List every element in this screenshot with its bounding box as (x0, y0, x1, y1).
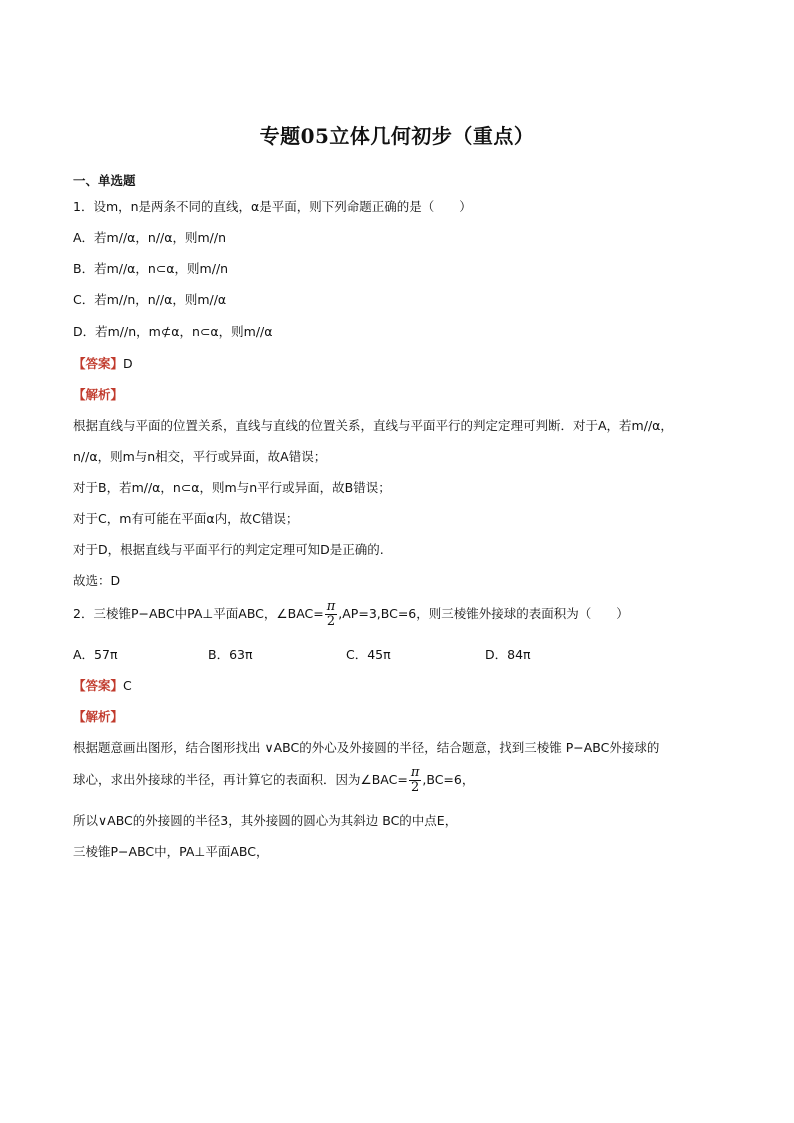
q1-analysis-line: n//α，则m与n相交，平行或异面，故A错误； (73, 449, 327, 464)
q2-analysis-2-post: ,BC=6， (422, 772, 475, 787)
answer-value: C (123, 678, 132, 693)
q2-option-b: B．63π (208, 647, 253, 662)
q2-answer (73, 677, 132, 695)
q1-analysis-line: 故选：D (73, 573, 121, 588)
q2-stem-pre: 2．三棱锥P−ABC中PA⊥平面ABC，∠BAC= (73, 606, 324, 621)
fraction-denominator: 2 (410, 780, 420, 795)
analysis-tag: 【解析】 (73, 709, 124, 724)
q1-analysis-line: 根据直线与平面的位置关系，直线与直线的位置关系，直线与平面平行的判定定理可判断．对于A，若m//α， (73, 418, 673, 433)
q2-analysis-line: 根据题意画出图形，结合图形找出 ∨ABC的外心及外接圆的半径，结合题意，找到三棱锥 P−ABC外接球的 (73, 740, 660, 755)
q1-option-a: A．若m//α，n//α，则m//n (73, 230, 226, 245)
answer-value: D (123, 356, 133, 371)
pi-over-2-fraction (325, 600, 338, 629)
q1-answer (73, 355, 133, 373)
q2-analysis-line-2 (73, 766, 474, 795)
q2-analysis-2-pre: 球心，求出外接球的半径，再计算它的表面积．因为∠BAC= (73, 772, 408, 787)
page-title: 专题05立体几何初步（重点） (259, 124, 535, 148)
fraction-numerator: π (410, 765, 420, 780)
q1-analysis-line: 对于C，m有可能在平面α内，故C错误； (73, 511, 299, 526)
q2-analysis-line: 所以∨ABC的外接圆的半径3，其外接圆的圆心为其斜边 BC的中点E， (73, 813, 458, 828)
q1-analysis-tag (73, 386, 123, 404)
q1-stem: 1．设m，n是两条不同的直线，α是平面，则下列命题正确的是（ ） (73, 199, 472, 214)
fraction-numerator: π (326, 599, 336, 614)
section-heading: 一、单选题 (73, 173, 136, 188)
q1-option-c: C．若m//n，n//α，则m//α (73, 292, 227, 307)
pi-over-2-fraction (409, 766, 422, 795)
fraction-denominator: 2 (326, 614, 336, 629)
analysis-tag: 【解析】 (73, 387, 124, 402)
answer-tag: 【答案】 (73, 678, 124, 693)
q2-stem-post: ,AP=3,BC=6，则三棱锥外接球的表面积为（ ） (338, 606, 629, 621)
answer-tag: 【答案】 (73, 356, 124, 371)
q2-option-d: D．84π (485, 647, 531, 662)
q1-analysis-line: 对于D，根据直线与平面平行的判定定理可知D是正确的. (73, 542, 384, 557)
q2-analysis-tag (73, 708, 123, 726)
q1-analysis-line: 对于B，若m//α，n⊂α，则m与n平行或异面，故B错误； (73, 480, 391, 495)
q2-stem (73, 600, 629, 629)
q1-option-d: D．若m//n，m⊄α，n⊂α，则m//α (73, 324, 273, 339)
q2-option-a: A．57π (73, 647, 118, 662)
q1-option-b: B．若m//α，n⊂α，则m//n (73, 261, 229, 276)
q2-analysis-line: 三棱锥P−ABC中，PA⊥平面ABC， (73, 844, 269, 859)
q2-option-c: C．45π (346, 647, 391, 662)
